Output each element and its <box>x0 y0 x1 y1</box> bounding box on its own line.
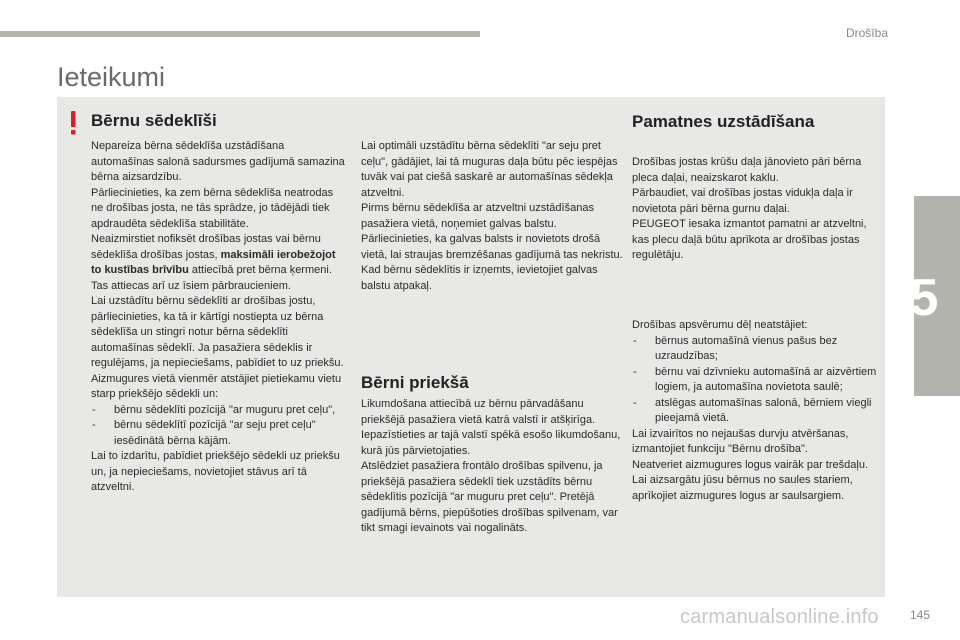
list-item: - bērnu sēdeklīti pozīcijā "ar muguru pret ceļu", <box>92 403 336 416</box>
column-child-seats <box>91 139 348 496</box>
paragraph: Atslēdziet pasažiera frontālo drošības spilvenu, ja priekšējā pasažiera sēdeklī tiek uzstādīts bērnu sēdeklītis pozīcijā "ar muguru pret ceļu". Pretējā gadījumā bērns, piepūšoties drošības spilvenam, var tikt smagi ievainots vai nogalināts. <box>361 460 618 534</box>
heading-booster-installation: Pamatnes uzstādīšana <box>632 112 815 131</box>
warning-exclamation-icon <box>58 110 88 136</box>
list-item: - atslēgas automašīnas salonā, bērniem viegli pieejamā vietā. <box>633 396 872 424</box>
heading-children-front: Bērni priekšā <box>361 373 469 392</box>
paragraph: Kad bērnu sēdeklītis ir izņemts, ievietojiet galvas balstu atpakaļ. <box>361 264 598 292</box>
paragraph: PEUGEOT iesaka izmantot pamatni ar atzveltni, kas plecu daļā būtu aprīkota ar drošības jostas regulētāju. <box>632 218 867 261</box>
paragraph: Drošības jostas krūšu daļa jānovieto pāri bērna pleca daļai, neaizskarot kaklu. <box>632 156 862 184</box>
page-title: Ieteikumi <box>57 62 166 92</box>
list-item: - bērnu sēdeklītī pozīcijā "ar seju pret ceļu" iesēdinātā bērna kājām. <box>92 419 316 447</box>
paragraph: Lai izvairītos no nejaušas durvju atvēršanas, izmantojiet funkciju "Bērnu drošība". <box>632 427 849 455</box>
column-safety <box>632 318 884 504</box>
column-installation <box>361 139 626 294</box>
page-number: 145 <box>909 608 930 622</box>
column-children-front <box>361 397 626 537</box>
paragraph: Aizmugures vietā vienmēr atstājiet pietiekamu vietu starp priekšējo sēdekli un: <box>91 372 342 400</box>
list-item: - bērnu vai dzīvnieku automašīnā ar aizvērtiem logiem, ja automašīna novietota saulē; <box>633 365 877 393</box>
section-label: Drošība <box>845 26 888 40</box>
paragraph: Drošības apsvērumu dēļ neatstājiet: <box>632 319 808 331</box>
paragraph: Neatveriet aizmugures logus vairāk par trešdaļu. <box>632 458 869 471</box>
header-accent-bar <box>0 31 480 37</box>
paragraph: Neaizmirstiet nofiksēt drošības jostas vai bērnu sēdeklīša drošības jostas, maksimāli ierobežojot to kustības brīvību attiecībā pret bērna ķermeni. Tas attiecas arī uz īsiem pārbraucieniem. <box>91 233 336 292</box>
paragraph: Lai uzstādītu bērnu sēdeklīti ar drošības jostu, pārliecinieties, ka tā ir kārtīgi nostiepta uz bērna sēdeklīša un stingri notur bērna sēdeklīti automašīnas sēdeklī. Ja pasažiera sēdeklis ir regulējams, ja nepieciešams, pabīdiet to uz priekšu. <box>91 295 344 369</box>
paragraph: Lai optimāli uzstādītu bērna sēdeklīti "ar seju pret ceļu", gādājiet, lai tā muguras daļa būtu pēc iespējas tuvāk vai pat ciešā saskarē ar automašīnas sēdekļa atzveltni. <box>361 140 618 199</box>
paragraph: Lai to izdarītu, pabīdiet priekšējo sēdekli uz priekšu un, ja nepieciešams, novietojiet stāvus arī tā atzveltni. <box>91 450 340 493</box>
paragraph: Pārbaudiet, vai drošības jostas vidukļa daļa ir novietota pāri bērna gurnu daļai. <box>632 187 853 215</box>
paragraph: Likumdošana attiecībā uz bērnu pārvadāšanu priekšējā pasažiera vietā katrā valstī ir atšķirīga. Iepazīstieties ar tajā valstī spēkā esošo likumdošanu, kurā jūs pārvietojaties. <box>361 398 621 457</box>
paragraph: Pārliecinieties, ka galvas balsts ir novietots drošā vietā, lai straujas bremzēšanas gadījumā tas nekristu. <box>361 233 623 261</box>
watermark: carmanualsonline.info <box>680 606 879 628</box>
emphasis-text: maksimāli ierobežojot to kustības brīvību <box>91 248 336 276</box>
column-booster <box>632 155 882 264</box>
paragraph: Nepareiza bērna sēdeklīša uzstādīšana automašīnas salonā sadursmes gadījumā samazina bērna aizsardzību. <box>91 140 345 183</box>
chapter-number: 5 <box>909 269 939 327</box>
paragraph: Pirms bērnu sēdeklīša ar atzveltni uzstādīšanas pasažiera vietā, noņemiet galvas balstu. <box>361 202 594 230</box>
paragraph: Pārliecinieties, ka zem bērna sēdeklīša neatrodas ne drošības josta, ne tās sprādze, jo tādējādi tiek apdraudēta sēdeklīša stabilitāte. <box>91 186 334 230</box>
heading-child-seats: Bērnu sēdeklīši <box>91 111 217 130</box>
list-item: - bērnus automašīnā vienus pašus bez uzraudzības; <box>633 334 838 362</box>
paragraph: Lai aizsargātu jūsu bērnus no saules stariem, aprīkojiet aizmugures logus ar saulsargiem. <box>632 474 853 502</box>
